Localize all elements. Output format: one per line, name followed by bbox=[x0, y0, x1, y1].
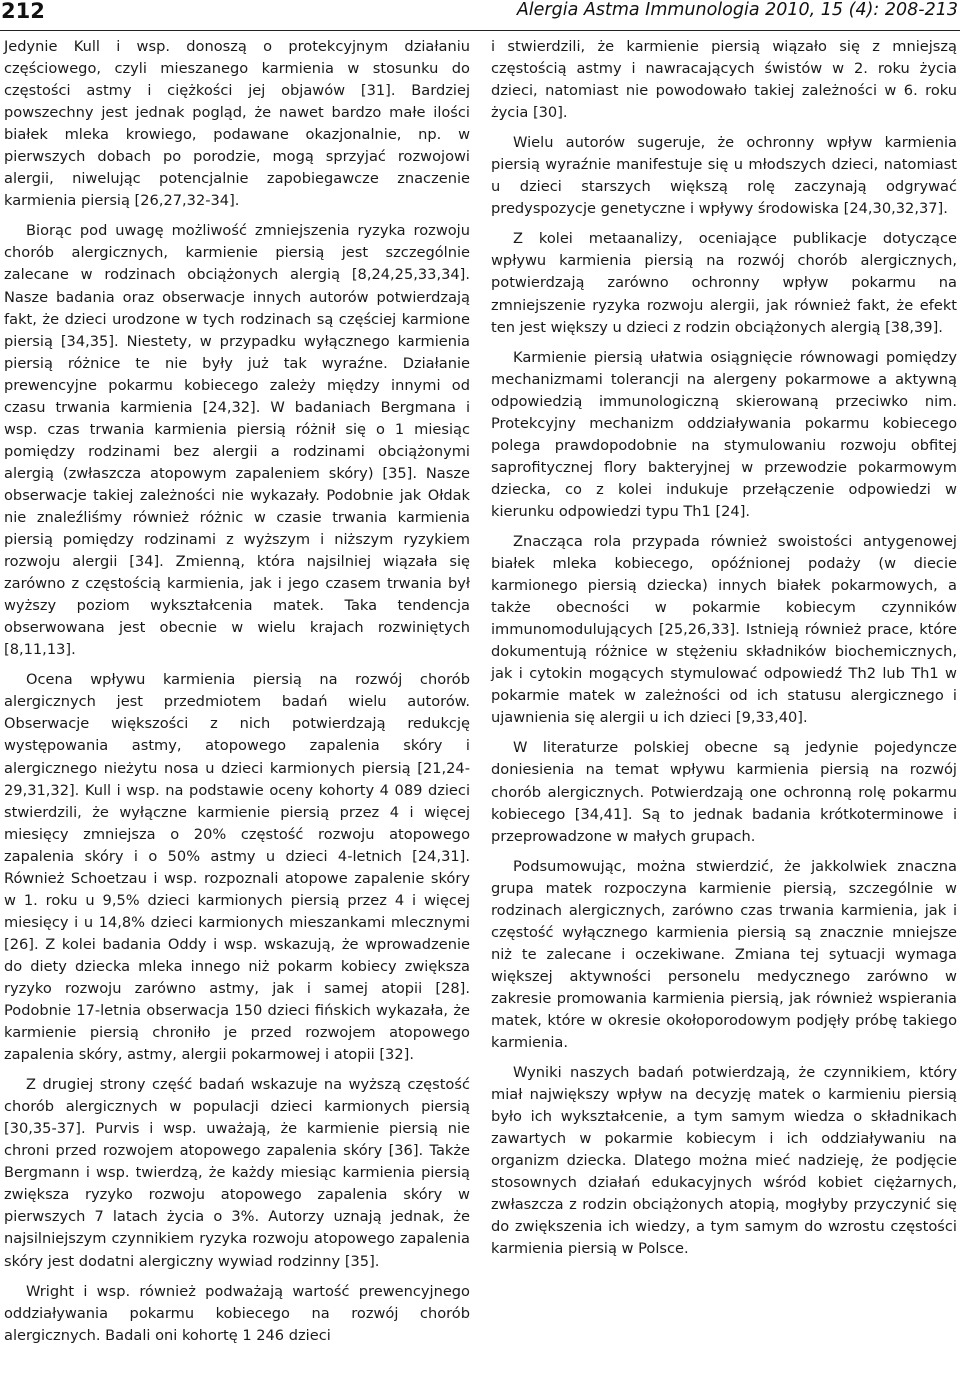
paragraph: i stwierdzili, że karmienie piersią wiązało się z mniejszą częstością astmy i nawracających świstów w 2. roku życia dzieci, natomiast nie powodowało takiej zależności w 6. roku życia [30]. bbox=[491, 38, 957, 122]
right-column bbox=[491, 36, 957, 1260]
paragraph: Wright i wsp. również podważają wartość prewencyjnego oddziaływania pokarmu kobiecego na rozwój chorób alergicznych. Badali oni kohortę 1 246 dzieci bbox=[4, 1282, 470, 1344]
paragraph: Z drugiej strony część badań wskazuje na wyższą częstość chorób alergicznych w populacji dzieci karmionych piersią [30,35-37]. Purvis i wsp. uważają, że karmienie piersią nie chroni przed rozwojem atopowego zapalenia skóry [36]. Także Bergmann i wsp. twierdzą, że każdy miesiąc karmienia piersią zwiększa ryzyko rozwoju atopowego zapalenia skóry w pierwszych 7 latach życia o 3%. Autorzy uznają jednak, że najsilniejszym czynnikiem ryzyka rozwoju atopowego zapalenia skóry jest dodatni alergiczny wywiad rodzinny [35]. bbox=[4, 1076, 470, 1270]
paragraph: Jedynie Kull i wsp. donoszą o protekcyjnym działaniu częściowego, czyli mieszanego karmienia w stosunku do częstości astmy i ciężkości jej objawów [31]. Bardziej powszechny jest jednak pogląd, że nawet bardzo małe ilości białek mleka krowiego, podawane okazjonalnie, np. w pierwszych dobach po porodzie, mogą sprzyjać rozwojowi alergii, niwelując potencjalnie zapobiegawcze znaczenie karmienia piersią [26,27,32-34]. bbox=[4, 38, 470, 210]
paragraph: Wyniki naszych badań potwierdzają, że czynnikiem, który miał największy wpływ na decyzję matek o karmieniu piersią było ich wykształcenie, a tym samym wiedza o składnikach zawartych w pokarmie kobiecym i ich oddziaływaniu na organizm dziecka. Dlatego można mieć nadzieję, że podjęcie stosownych działań edukacyjnych wśród kobiet ciężarnych, zwłaszcza z rodzin obciążonych atopią, mogłyby przyczynić się do zwiększenia ich wiedzy, a tym samym do wzrostu częstości karmienia piersią w Polsce. bbox=[491, 1064, 957, 1258]
page-number: 212 bbox=[1, 0, 45, 23]
paragraph: Znacząca rola przypada również swoistości antygenowej białek mleka kobiecego, opóźnionej podaży (w diecie karmionego piersią dziecka) innych białek pokarmowych, a także obecności w pokarmie kobiecym czynników immunomodulujących [25,26,33]. Istnieją również prace, które dokumentują różnice w stężeniu składników biochemicznych, jak i cytokin mogących stymulować odpowiedź Th2 lub Th1 w pokarmie matek w zależności od ich statusu alergicznego i ujawnienia się alergii u ich dzieci [9,33,40]. bbox=[491, 532, 957, 727]
journal-citation: Alergia Astma Immunologia 2010, 15 (4): 208-213 bbox=[516, 0, 958, 20]
paragraph: Podsumowując, można stwierdzić, że jakkolwiek znaczna grupa matek rozpoczyna karmienie piersią, szczególnie w rodzinach alergicznych, zarówno czas trwania karmienia, jak i częstość wyłącznego karmienia piersią są znacznie mniejsze niż te zalecane i oczekiwane. Zmiana tej sytuacji wymaga większej aktywności personelu medycznego zarówno w zakresie promowania karmienia piersią, jak również wspierania matek, które w okresie okołoporodowym podjęły próbę takiego karmienia. bbox=[491, 857, 957, 1052]
left-column bbox=[4, 36, 470, 1347]
page-header bbox=[0, 0, 960, 31]
paragraph: Wielu autorów sugeruje, że ochronny wpływ karmienia piersią wyraźnie manifestuje się u młodszych dzieci, natomiast u dzieci starszych większą rolę zaczynają odgrywać predyspozycje genetyczne i wpływy środowiska [24,30,32,37]. bbox=[491, 134, 957, 218]
paragraph: Biorąc pod uwagę możliwość zmniejszenia ryzyka rozwoju chorób alergicznych, karmienie piersią jest szczególnie zalecane w rodzinach obciążonych alergią [8,24,25,33,34]. Nasze badania oraz obserwacje innych autorów potwierdzają fakt, że dzieci urodzone w tych rodzinach są częściej karmione piersią [34,35]. Niestety, w przypadku wyłącznego karmienia piersią różnice te nie były już tak wyraźne. Działanie prewencyjne pokarmu kobiecego zależy między innymi od czasu trwania karmienia [24,32]. W badaniach Bergmana i wsp. czas trwania karmienia piersią różnił się o 1 miesiąc pomiędzy rodzinami bez alergii a rodzinami obciążonymi alergią (zwłaszcza atopowym zapaleniem skóry) [35]. Nasze obserwacje takiej zależności nie wykazały. Podobnie jak Ołdak nie znaleźliśmy również różnic w czasie trwania karmienia piersią pomiędzy rodzinami z wyższym i niższym ryzykiem rozwoju alergii [34]. Zmienną, która najsilniej wiązała się zarówno z częstością karmienia, jak i jego czasem trwania był wyższy poziom wykształcenia matek. Taka tendencja obserwowana jest obecnie w wielu krajach rozwiniętych [8,11,13]. bbox=[4, 222, 470, 659]
paragraph: Ocena wpływu karmienia piersią na rozwój chorób alergicznych jest przedmiotem badań wielu autorów. Obserwacje większości z nich potwierdzają redukcję występowania astmy, atopowego zapalenia skóry i alergicznego nieżytu nosa u dzieci karmionych piersią [21,24-29,31,32]. Kull i wsp. na podstawie oceny kohorty 4 089 dzieci stwierdzili, że wyłączne karmienie piersią przez 4 i więcej miesięcy zmniejsza o 20% częstość rozwoju atopowego zapalenia skóry i o 50% astmy u dzieci 4-letnich [24,31]. Również Schoetzau i wsp. rozpoznali atopowe zapalenie skóry w 1. roku u 9,5% dzieci karmionych piersią przez 4 i więcej miesięcy i u 14,8% dzieci karmionych mieszankami mlecznymi [26]. Z kolei badania Oddy i wsp. wskazują, że wprowadzenie do diety dziecka mleka innego niż pokarm kobiecy zwiększa ryzyko rozwoju zarówno astmy, jak i samej atopii [28]. Podobnie 17-letnia obserwacja 150 dzieci fińskich wykazała, że karmienie piersią chroniło je przed rozwojem atopowego zapalenia skóry, astmy, alergii pokarmowej i atopii [32]. bbox=[4, 671, 470, 1064]
paragraph: Karmienie piersią ułatwia osiągnięcie równowagi pomiędzy mechanizmami tolerancji na alergeny pokarmowe a aktywną odpowiedzią immunologiczną skierowaną przeciwko nim. Protekcyjny mechanizm oddziaływania pokarmu kobiecego polega prawdopodobnie na stymulowaniu rozwoju obfitej saprofitycznej flory bakteryjnej w przewodzie pokarmowym dziecka, co z kolei indukuje przełączenie odpowiedzi w kierunku odpowiedzi typu Th1 [24]. bbox=[491, 348, 957, 520]
paragraph: W literaturze polskiej obecne są jedynie pojedyncze doniesienia na temat wpływu karmienia piersią na rozwój chorób alergicznych. Potwierdzają one ochronną rolę pokarmu kobiecego [34,41]. Są to jednak badania krótkoterminowe i przeprowadzone w małych grupach. bbox=[491, 739, 957, 845]
paragraph: Z kolei metaanalizy, oceniające publikacje dotyczące wpływu karmienia piersią na rozwój chorób alergicznych, potwierdzają zarówno ochronny wpływ pokarmu na zmniejszenie ryzyka rozwoju alergii, jak również fakt, że efekt ten jest większy u dzieci z rodzin obciążonych alergią [38,39]. bbox=[491, 230, 957, 336]
